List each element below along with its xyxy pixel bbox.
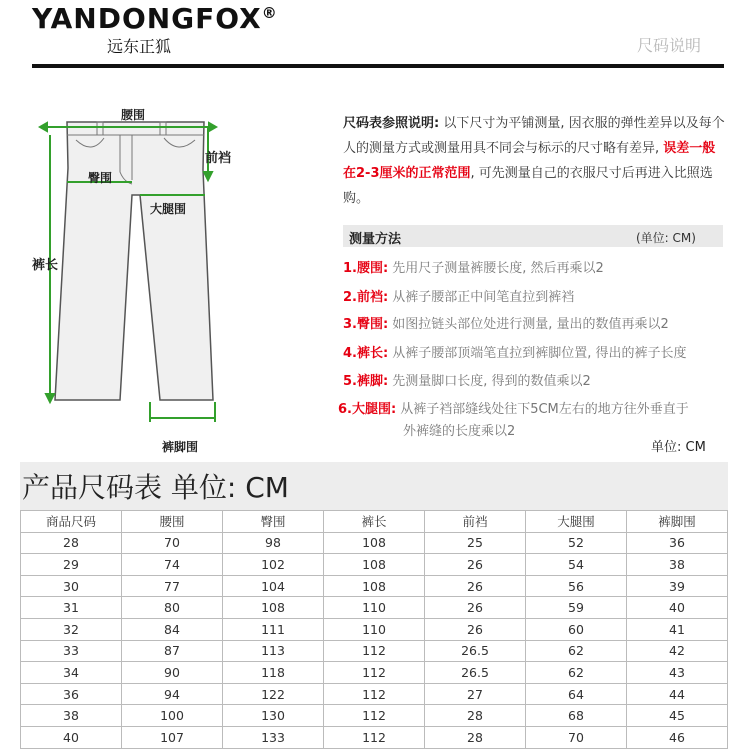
table-cell: 52 [526, 532, 627, 554]
table-cell: 62 [526, 662, 627, 684]
table-cell: 45 [627, 705, 728, 727]
notes-highlight: 误差一般在2-3厘米的正常范围 [343, 141, 716, 181]
method-item-key: 2.前裆: [343, 290, 389, 305]
method-item [343, 257, 604, 276]
table-cell: 70 [122, 532, 223, 554]
method-item-key: 5.裤脚: [343, 374, 389, 389]
table-cell: 108 [324, 575, 425, 597]
table-cell: 108 [324, 554, 425, 576]
table-cell: 110 [324, 618, 425, 640]
pants-outline [55, 122, 213, 400]
table-cell: 43 [627, 662, 728, 684]
table-cell: 122 [223, 683, 324, 705]
notes-text-1: 以下尺寸为平铺测量, 因衣服的弹性差异以及每个人的测量方式或测量用具不同会与标示的尺寸略有差异, [343, 116, 725, 156]
header-length: 裤长 [324, 511, 425, 533]
brand-name: YANDONGFOX [32, 2, 262, 35]
table-cell: 100 [122, 705, 223, 727]
notes-text-2: , 可先测量自己的衣服尺寸后再进入比照选购。 [343, 166, 713, 206]
table-cell: 26.5 [425, 640, 526, 662]
table-cell: 118 [223, 662, 324, 684]
table-cell: 31 [21, 597, 122, 619]
table-cell: 26 [425, 597, 526, 619]
table-cell: 56 [526, 575, 627, 597]
notes-lead: 尺码表参照说明: [343, 116, 440, 131]
method-item-key: 6.大腿围: [338, 402, 397, 417]
table-row [21, 597, 728, 619]
table-cell: 84 [122, 618, 223, 640]
method-unit: (单位: CM) [636, 231, 696, 245]
size-chart-notes [343, 111, 728, 211]
table-cell: 64 [526, 683, 627, 705]
table-cell: 54 [526, 554, 627, 576]
table-cell: 60 [526, 618, 627, 640]
table-row [21, 705, 728, 727]
method-item-text: 从裤子腰部正中间笔直拉到裤裆 [392, 290, 575, 305]
method-item [343, 370, 591, 389]
table-cell: 104 [223, 575, 324, 597]
table-cell: 28 [425, 705, 526, 727]
header-thigh: 大腿围 [526, 511, 627, 533]
table-cell: 28 [21, 532, 122, 554]
table-cell: 27 [425, 683, 526, 705]
table-header-row [21, 511, 728, 533]
table-cell: 44 [627, 683, 728, 705]
brand-logo [32, 2, 278, 35]
table-cell: 26 [425, 618, 526, 640]
table-cell: 108 [324, 532, 425, 554]
table-cell: 112 [324, 640, 425, 662]
table-cell: 113 [223, 640, 324, 662]
size-table [20, 510, 728, 749]
header-divider [32, 64, 724, 68]
table-cell: 38 [21, 705, 122, 727]
label-hip: 臀围 [88, 171, 113, 185]
table-cell: 74 [122, 554, 223, 576]
table-cell: 40 [627, 597, 728, 619]
table-row [21, 532, 728, 554]
table-cell: 40 [21, 726, 122, 748]
table-cell: 80 [122, 597, 223, 619]
method-item [343, 313, 669, 332]
table-cell: 108 [223, 597, 324, 619]
table-cell: 94 [122, 683, 223, 705]
table-cell: 41 [627, 618, 728, 640]
table-cell: 107 [122, 726, 223, 748]
table-cell: 112 [324, 662, 425, 684]
method-item-text: 先用尺子测量裤腰长度, 然后再乘以2 [392, 261, 604, 276]
table-cell: 32 [21, 618, 122, 640]
table-cell: 28 [425, 726, 526, 748]
table-cell: 29 [21, 554, 122, 576]
method-item-key: 1.腰围: [343, 261, 389, 276]
pants-diagram [0, 100, 330, 460]
table-cell: 111 [223, 618, 324, 640]
table-cell: 26.5 [425, 662, 526, 684]
table-cell: 77 [122, 575, 223, 597]
table-row [21, 662, 728, 684]
method-item [343, 286, 574, 305]
header-waist: 腰围 [122, 511, 223, 533]
table-cell: 42 [627, 640, 728, 662]
method-item-text: 从裤子腰部顶端笔直拉到裤脚位置, 得出的裤子长度 [392, 346, 687, 361]
table-cell: 30 [21, 575, 122, 597]
table-cell: 59 [526, 597, 627, 619]
table-cell: 34 [21, 662, 122, 684]
label-thigh: 大腿围 [150, 202, 187, 216]
label-leg-opening: 裤脚围 [162, 440, 199, 454]
brand-chinese-name: 远东正狐 [107, 37, 172, 56]
header-size: 商品尺码 [21, 511, 122, 533]
method-item-text: 先测量脚口长度, 得到的数值乘以2 [392, 374, 591, 389]
header-hip: 臀围 [223, 511, 324, 533]
table-cell: 133 [223, 726, 324, 748]
table-row [21, 575, 728, 597]
table-cell: 68 [526, 705, 627, 727]
table-row [21, 683, 728, 705]
table-cell: 102 [223, 554, 324, 576]
method-item [343, 342, 686, 361]
table-row [21, 554, 728, 576]
registered-mark: ® [261, 4, 278, 22]
table-row [21, 640, 728, 662]
table-cell: 33 [21, 640, 122, 662]
table-cell: 39 [627, 575, 728, 597]
table-cell: 25 [425, 532, 526, 554]
method-item-key: 4.裤长: [343, 346, 389, 361]
table-cell: 38 [627, 554, 728, 576]
method-item-text: 如图拉链头部位处进行测量, 量出的数值再乘以2 [392, 317, 669, 332]
table-cell: 36 [627, 532, 728, 554]
table-title: 产品尺码表 单位: CM [22, 471, 289, 504]
header-leg-opening: 裤脚围 [627, 511, 728, 533]
table-cell: 87 [122, 640, 223, 662]
table-cell: 112 [324, 705, 425, 727]
table-cell: 110 [324, 597, 425, 619]
method-item-continuation: 外裤缝的长度乘以2 [403, 424, 516, 439]
table-cell: 46 [627, 726, 728, 748]
table-cell: 70 [526, 726, 627, 748]
table-cell: 112 [324, 683, 425, 705]
table-cell: 36 [21, 683, 122, 705]
method-title: 测量方法 [349, 232, 402, 247]
table-cell: 130 [223, 705, 324, 727]
table-row [21, 726, 728, 748]
label-length: 裤长 [32, 258, 59, 273]
method-item-key: 3.臀围: [343, 317, 389, 332]
method-item [338, 398, 689, 417]
label-waist: 腰围 [121, 108, 146, 122]
label-front-rise: 前裆 [205, 151, 232, 166]
table-cell: 26 [425, 554, 526, 576]
page-title: 尺码说明 [637, 36, 702, 55]
table-body [21, 532, 728, 748]
table-row [21, 618, 728, 640]
method-item-text: 从裤子裆部缝线处往下5CM左右的地方往外垂直于 [400, 402, 689, 417]
table-cell: 98 [223, 532, 324, 554]
table-cell: 90 [122, 662, 223, 684]
header-front-rise: 前裆 [425, 511, 526, 533]
table-cell: 112 [324, 726, 425, 748]
unit-label: 单位: CM [651, 440, 706, 455]
table-cell: 62 [526, 640, 627, 662]
table-cell: 26 [425, 575, 526, 597]
